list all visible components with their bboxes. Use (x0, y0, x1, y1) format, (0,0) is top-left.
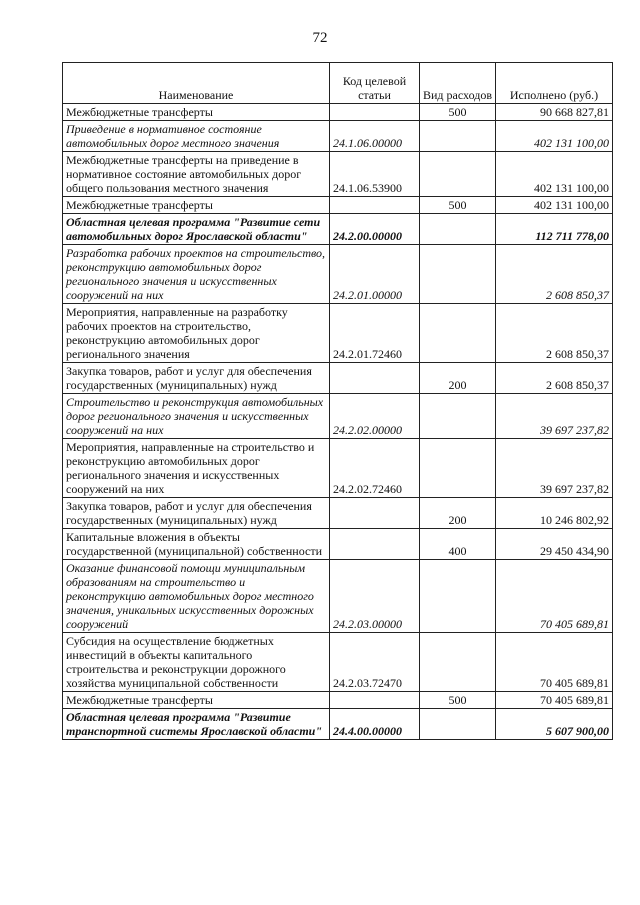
row-name: Областная целевая программа "Развитие транспортной системы Ярославской области" (63, 709, 330, 740)
row-name: Мероприятия, направленные на разработку рабочих проектов на строительство, реконструкцию автомобильных дорог регионального значения (63, 304, 330, 363)
row-kind (420, 709, 496, 740)
row-name: Закупка товаров, работ и услуг для обеспечения государственных (муниципальных) нужд (63, 498, 330, 529)
row-sum: 10 246 802,92 (496, 498, 613, 529)
table-row (63, 529, 613, 560)
page-number: 72 (312, 30, 328, 46)
row-sum: 39 697 237,82 (496, 439, 613, 498)
table-row (63, 104, 613, 121)
row-kind: 500 (420, 692, 496, 709)
table-row (63, 197, 613, 214)
row-name: Мероприятия, направленные на строительство и реконструкцию автомобильных дорог регионального значения и искусственных сооружений на них (63, 439, 330, 498)
row-code: 24.2.02.72460 (330, 439, 420, 498)
row-kind: 200 (420, 498, 496, 529)
row-sum: 402 131 100,00 (496, 121, 613, 152)
row-name: Приведение в нормативное состояние автомобильных дорог местного значения (63, 121, 330, 152)
row-kind (420, 633, 496, 692)
row-sum: 70 405 689,81 (496, 560, 613, 633)
header-sum: Исполнено (руб.) (496, 63, 613, 104)
row-sum: 5 607 900,00 (496, 709, 613, 740)
row-sum: 402 131 100,00 (496, 197, 613, 214)
row-sum: 39 697 237,82 (496, 394, 613, 439)
row-kind (420, 304, 496, 363)
table-row (63, 709, 613, 740)
row-code: 24.4.00.00000 (330, 709, 420, 740)
row-kind (420, 245, 496, 304)
row-code (330, 692, 420, 709)
budget-execution-table (62, 62, 613, 740)
table-row (63, 363, 613, 394)
row-code (330, 529, 420, 560)
row-code: 24.2.03.00000 (330, 560, 420, 633)
row-sum: 2 608 850,37 (496, 304, 613, 363)
header-kind: Вид расходов (420, 63, 496, 104)
row-code: 24.2.02.00000 (330, 394, 420, 439)
row-sum: 29 450 434,90 (496, 529, 613, 560)
table-row (63, 304, 613, 363)
header-name: Наименование (63, 63, 330, 104)
row-name: Строительство и реконструкция автомобильных дорог регионального значения и искусственных сооружений на них (63, 394, 330, 439)
row-kind (420, 394, 496, 439)
row-sum: 90 668 827,81 (496, 104, 613, 121)
row-kind (420, 152, 496, 197)
row-kind: 500 (420, 197, 496, 214)
row-kind (420, 214, 496, 245)
row-sum: 112 711 778,00 (496, 214, 613, 245)
row-kind (420, 439, 496, 498)
row-name: Разработка рабочих проектов на строительство, реконструкцию автомобильных дорог регионального значения и искусственных сооружений на них (63, 245, 330, 304)
row-code: 24.1.06.00000 (330, 121, 420, 152)
table-row (63, 394, 613, 439)
row-kind (420, 560, 496, 633)
table-header (63, 63, 613, 104)
table-row (63, 245, 613, 304)
row-name: Межбюджетные трансферты на приведение в нормативное состояние автомобильных дорог общего пользования местного значения (63, 152, 330, 197)
table-row (63, 633, 613, 692)
row-code (330, 104, 420, 121)
row-code (330, 363, 420, 394)
row-sum: 402 131 100,00 (496, 152, 613, 197)
row-name: Межбюджетные трансферты (63, 197, 330, 214)
row-code (330, 498, 420, 529)
row-code (330, 197, 420, 214)
row-sum: 70 405 689,81 (496, 633, 613, 692)
row-name: Областная целевая программа "Развитие сети автомобильных дорог Ярославской области" (63, 214, 330, 245)
row-sum: 2 608 850,37 (496, 363, 613, 394)
row-code: 24.2.00.00000 (330, 214, 420, 245)
table-row (63, 560, 613, 633)
row-code: 24.1.06.53900 (330, 152, 420, 197)
table-row (63, 152, 613, 197)
row-name: Межбюджетные трансферты (63, 104, 330, 121)
row-sum: 2 608 850,37 (496, 245, 613, 304)
row-name: Оказание финансовой помощи муниципальным образованиям на строительство и реконструкцию автомобильных дорог местного значения, уникальных искусственных дорожных сооружений (63, 560, 330, 633)
table-row (63, 498, 613, 529)
row-name: Субсидия на осуществление бюджетных инвестиций в объекты капитального строительства и реконструкции дорожного хозяйства муниципальной собственности (63, 633, 330, 692)
row-name: Капитальные вложения в объекты государственной (муниципальной) собственности (63, 529, 330, 560)
row-kind: 400 (420, 529, 496, 560)
row-name: Межбюджетные трансферты (63, 692, 330, 709)
row-kind: 500 (420, 104, 496, 121)
row-kind (420, 121, 496, 152)
row-code: 24.2.01.00000 (330, 245, 420, 304)
table-body (63, 104, 613, 740)
row-name: Закупка товаров, работ и услуг для обеспечения государственных (муниципальных) нужд (63, 363, 330, 394)
table-row (63, 439, 613, 498)
row-code: 24.2.01.72460 (330, 304, 420, 363)
row-sum: 70 405 689,81 (496, 692, 613, 709)
table-row (63, 214, 613, 245)
header-code: Код целевой статьи (330, 63, 420, 104)
row-code: 24.2.03.72470 (330, 633, 420, 692)
table-row (63, 121, 613, 152)
table-row (63, 692, 613, 709)
row-kind: 200 (420, 363, 496, 394)
